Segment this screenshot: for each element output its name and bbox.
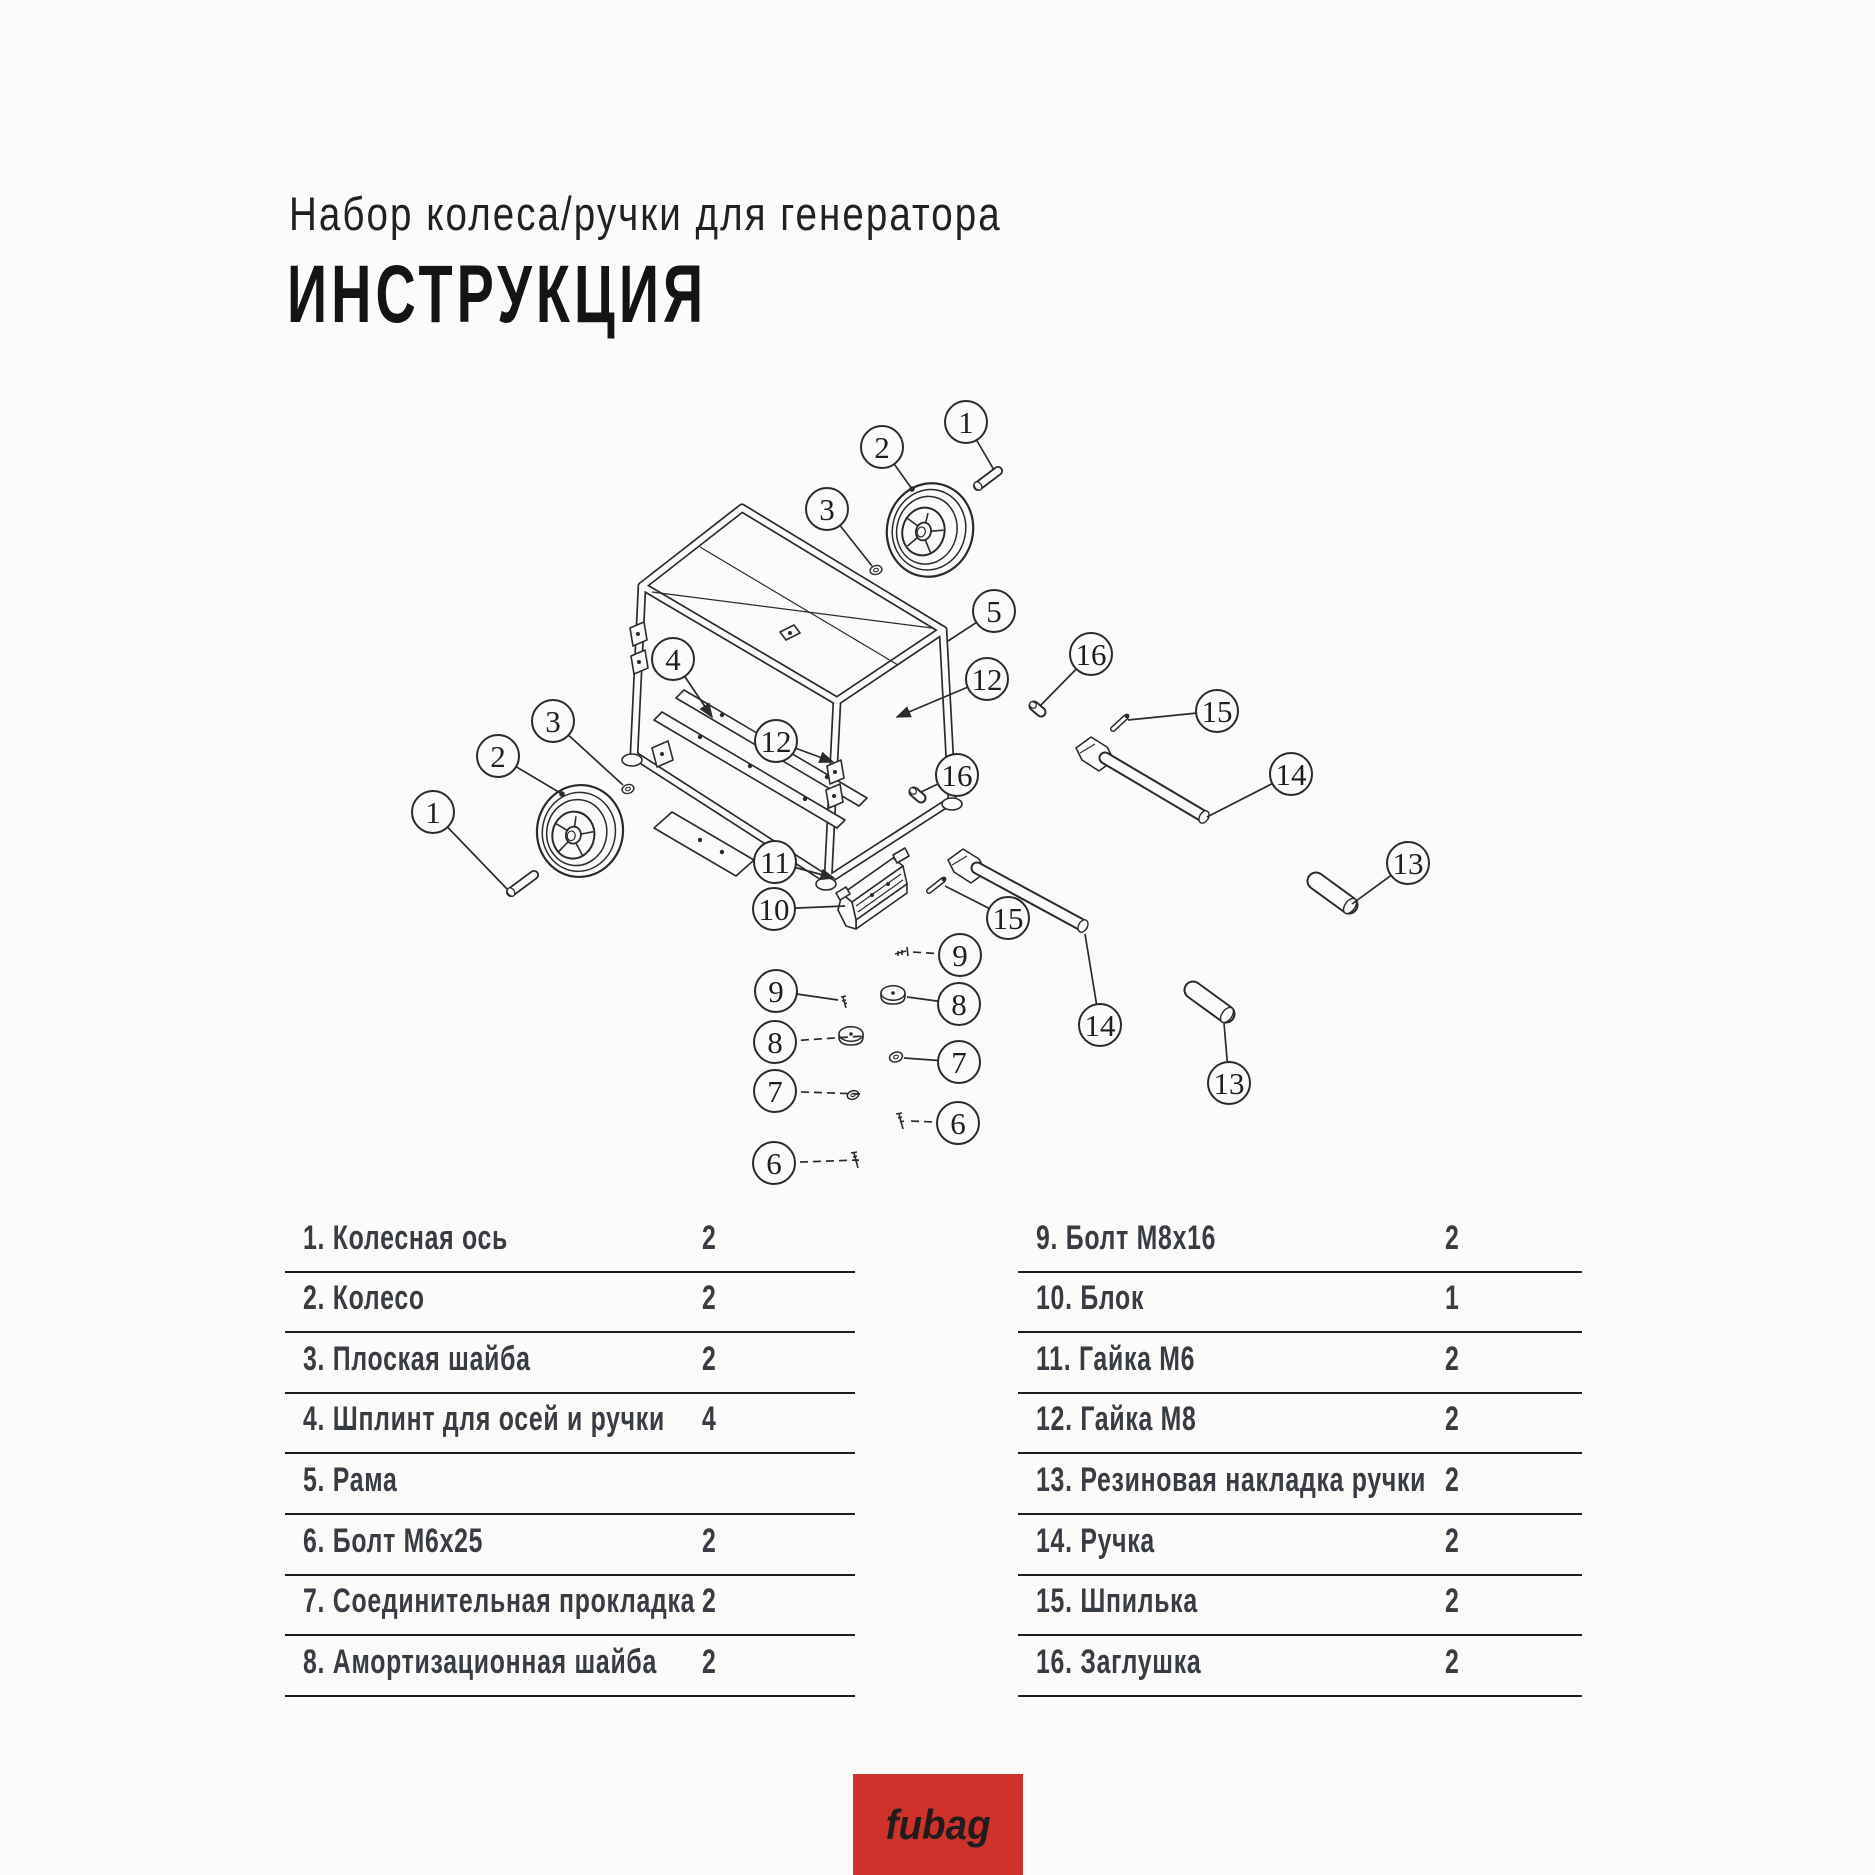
callout-number: 14 xyxy=(1275,757,1307,792)
callout-number: 9 xyxy=(768,974,784,1009)
callout-number: 8 xyxy=(767,1025,783,1060)
part-label: 5. Рама xyxy=(303,1460,398,1499)
parts-row xyxy=(285,1394,855,1455)
wheel-left xyxy=(531,779,629,882)
part-label: 11. Гайка М6 xyxy=(1036,1339,1196,1378)
callout-number: 6 xyxy=(766,1146,782,1181)
callout-number: 3 xyxy=(545,704,561,739)
callout-number: 12 xyxy=(760,724,792,759)
parts-row xyxy=(285,1576,855,1637)
callout-number: 14 xyxy=(1084,1008,1116,1043)
leader-dot xyxy=(559,791,565,797)
parts-table-right xyxy=(1018,1212,1582,1697)
parts-row xyxy=(1018,1273,1582,1334)
parts-row xyxy=(285,1515,855,1576)
cap-lower xyxy=(908,786,921,798)
part-qty: 2 xyxy=(1445,1339,1460,1378)
part-label: 16. Заглушка xyxy=(1036,1642,1202,1681)
callout-number: 8 xyxy=(951,987,967,1022)
callout-number: 7 xyxy=(767,1074,783,1109)
part-qty: 1 xyxy=(1445,1279,1460,1318)
rubber-grip-upper xyxy=(1316,881,1359,916)
part-qty: 2 xyxy=(702,1582,717,1621)
leader-dot xyxy=(909,486,915,492)
parts-row xyxy=(1018,1576,1582,1637)
block-part xyxy=(836,848,909,929)
parts-row xyxy=(1018,1454,1582,1515)
wheel-top xyxy=(877,474,983,586)
callout-number: 6 xyxy=(950,1106,966,1141)
parts-row xyxy=(285,1333,855,1394)
fubag-logo xyxy=(853,1774,1023,1875)
part-qty: 2 xyxy=(1445,1218,1460,1257)
callout-number: 16 xyxy=(1075,637,1107,672)
callout-number: 1 xyxy=(958,405,974,440)
gasket-left xyxy=(846,1089,860,1101)
callout-number: 2 xyxy=(490,739,506,774)
parts-row xyxy=(1018,1394,1582,1455)
flat-washer-left xyxy=(621,783,635,795)
parts-row xyxy=(285,1454,855,1515)
part-qty: 2 xyxy=(702,1339,717,1378)
parts-row xyxy=(1018,1515,1582,1576)
part-label: 6. Болт М6х25 xyxy=(303,1521,484,1560)
callout-number: 11 xyxy=(760,845,790,880)
callout-number: 13 xyxy=(1392,846,1424,881)
page-title: ИНСТРУКЦИЯ xyxy=(287,249,708,340)
callout-number: 9 xyxy=(952,938,968,973)
callout-number: 4 xyxy=(665,642,681,677)
bolt-m8-right xyxy=(895,947,908,956)
part-label: 3. Плоская шайба xyxy=(303,1339,531,1378)
stud-lower xyxy=(929,877,946,891)
axle-pin-top xyxy=(973,471,998,492)
stud-upper xyxy=(1113,714,1129,729)
parts-row xyxy=(1018,1333,1582,1394)
part-label: 13. Резиновая накладка ручки xyxy=(1036,1460,1427,1499)
part-qty: 2 xyxy=(702,1521,717,1560)
part-label: 9. Болт М8х16 xyxy=(1036,1218,1217,1257)
gasket-right xyxy=(888,1050,904,1063)
part-label: 12. Гайка М8 xyxy=(1036,1400,1197,1439)
part-qty: 2 xyxy=(1445,1582,1460,1621)
part-label: 7. Соединительная прокладка xyxy=(303,1582,696,1621)
parts-row xyxy=(285,1273,855,1334)
part-qty: 2 xyxy=(702,1279,717,1318)
callout-number: 15 xyxy=(992,901,1024,936)
part-qty: 2 xyxy=(1445,1460,1460,1499)
parts-row xyxy=(1018,1636,1582,1697)
part-qty: 2 xyxy=(1445,1521,1460,1560)
part-label: 14. Ручка xyxy=(1036,1521,1155,1560)
callout-number: 12 xyxy=(971,662,1003,697)
part-qty: 2 xyxy=(1445,1642,1460,1681)
fubag-logo-text: fubag xyxy=(885,1800,991,1848)
callout-number: 2 xyxy=(874,430,890,465)
callout-number: 5 xyxy=(986,594,1002,629)
axle-pin-left xyxy=(506,875,534,898)
bolt-m8-left xyxy=(841,996,847,1008)
callout-number: 15 xyxy=(1201,694,1233,729)
part-label: 8. Амортизационная шайба xyxy=(303,1642,658,1681)
part-label: 2. Колесо xyxy=(303,1279,425,1318)
page-kicker: Набор колеса/ручки для генератора xyxy=(289,187,1002,240)
callout-number: 7 xyxy=(951,1045,967,1080)
callout-number: 10 xyxy=(758,892,790,927)
part-qty: 2 xyxy=(1445,1400,1460,1439)
part-label: 10. Блок xyxy=(1036,1279,1145,1318)
rubber-grip-lower xyxy=(1193,990,1236,1025)
callout-number: 1 xyxy=(425,795,441,830)
part-qty: 4 xyxy=(702,1400,717,1439)
callout-number: 16 xyxy=(941,758,973,793)
cap-upper xyxy=(1028,700,1041,712)
shock-washer-right xyxy=(881,986,905,1004)
parts-row xyxy=(285,1212,855,1273)
part-qty: 2 xyxy=(702,1218,717,1257)
callout-number: 3 xyxy=(819,492,835,527)
handle-upper xyxy=(1076,737,1211,825)
bolt-m6-right xyxy=(896,1113,904,1129)
part-qty: 2 xyxy=(702,1642,717,1681)
parts-row xyxy=(285,1636,855,1697)
part-label: 1. Колесная ось xyxy=(303,1218,509,1257)
parts-table-left xyxy=(285,1212,855,1697)
part-label: 15. Шпилька xyxy=(1036,1582,1198,1621)
callout-number: 13 xyxy=(1213,1066,1245,1101)
parts-row xyxy=(1018,1212,1582,1273)
part-label: 4. Шплинт для осей и ручки xyxy=(303,1400,665,1439)
